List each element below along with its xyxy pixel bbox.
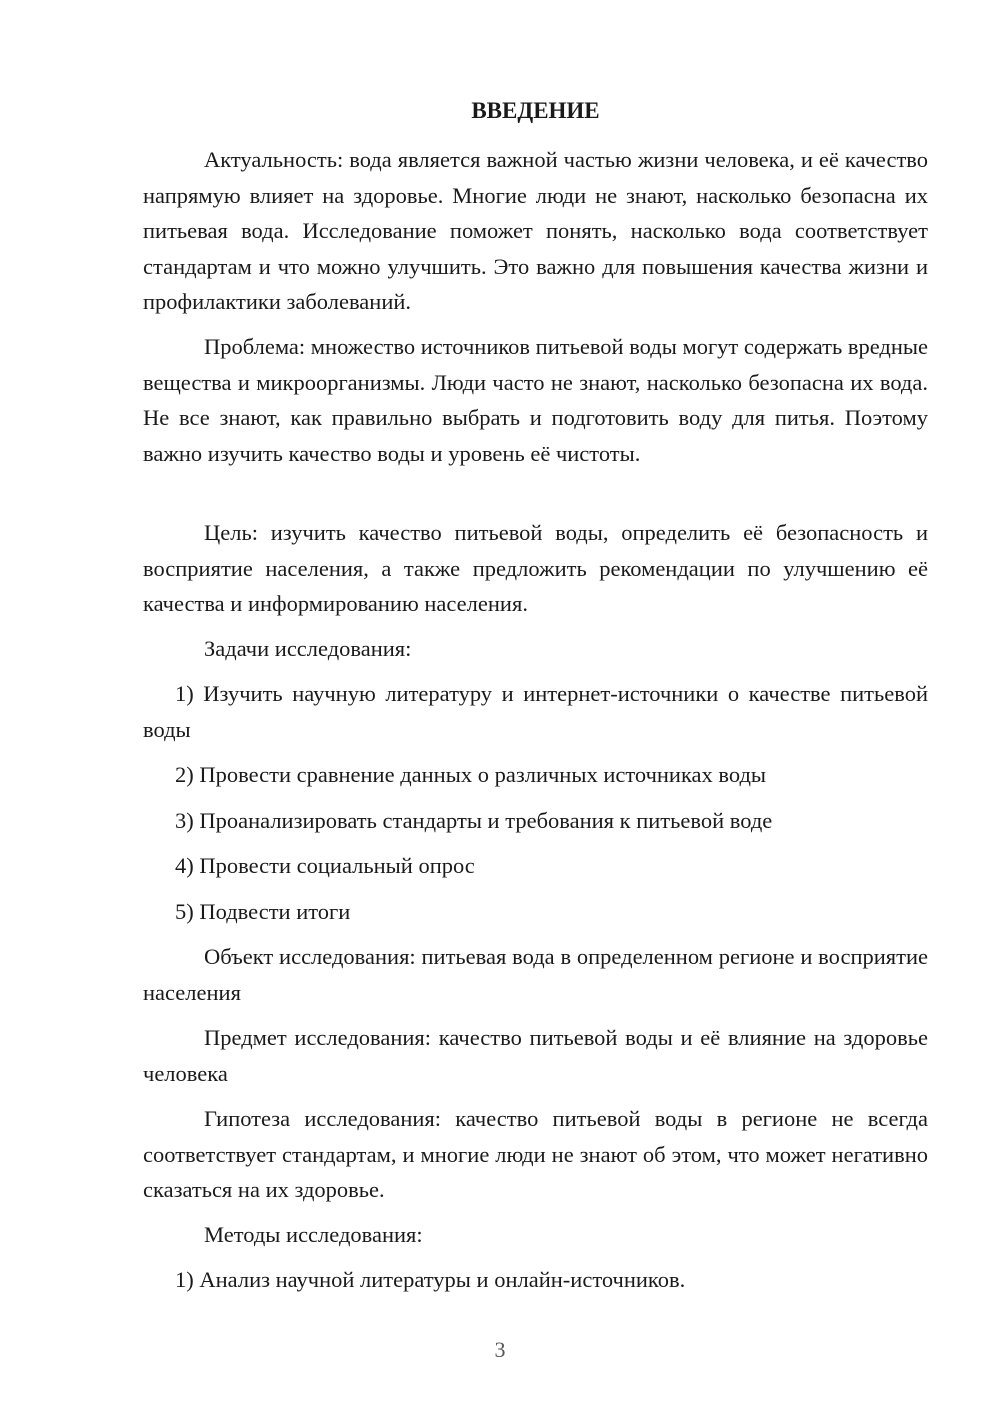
page-number: 3 xyxy=(494,1337,506,1362)
section-heading: ВВЕДЕНИЕ xyxy=(471,98,600,123)
relevance-paragraph: Актуальность: вода является важной частью жизни человека, и её качество напрямую влияет на здоровье. Многие люди не знают, насколько безопасна их питьевая вода. Исследование поможет понять, насколько вода соответствует стандартам и что можно улучшить. Это важно для повышения качества жизни и профилактики заболеваний. xyxy=(143,147,928,314)
task-item: 3) Проанализировать стандарты и требования к питьевой воде xyxy=(175,808,773,833)
goal-paragraph: Цель: изучить качество питьевой воды, определить её безопасность и восприятие населения, а также предложить рекомендации по улучшению её качества и информированию населения. xyxy=(143,520,928,616)
tasks-heading: Задачи исследования: xyxy=(204,636,412,661)
subject-paragraph: Предмет исследования: качество питьевой воды и её влияние на здоровье человека xyxy=(143,1025,928,1086)
object-paragraph: Объект исследования: питьевая вода в определенном регионе и восприятие населения xyxy=(143,944,928,1005)
task-item: 2) Провести сравнение данных о различных источниках воды xyxy=(175,762,767,787)
problem-paragraph: Проблема: множество источников питьевой воды могут содержать вредные вещества и микроорганизмы. Люди часто не знают, насколько безопасна их вода. Не все знают, как правильно выбрать и подготовить воду для питья. Поэтому важно изучить качество воды и уровень её чистоты. xyxy=(143,334,928,466)
task-item: 1) Изучить научную литературу и интернет-источники о качестве питьевой воды xyxy=(143,681,928,742)
task-item: 5) Подвести итоги xyxy=(175,899,351,924)
method-item: 1) Анализ научной литературы и онлайн-источников. xyxy=(175,1267,686,1292)
task-item: 4) Провести социальный опрос xyxy=(175,853,475,878)
methods-heading: Методы исследования: xyxy=(204,1222,423,1247)
hypothesis-paragraph: Гипотеза исследования: качество питьевой воды в регионе не всегда соответствует стандартам, и многие люди не знают об этом, что может негативно сказаться на их здоровье. xyxy=(143,1106,928,1202)
